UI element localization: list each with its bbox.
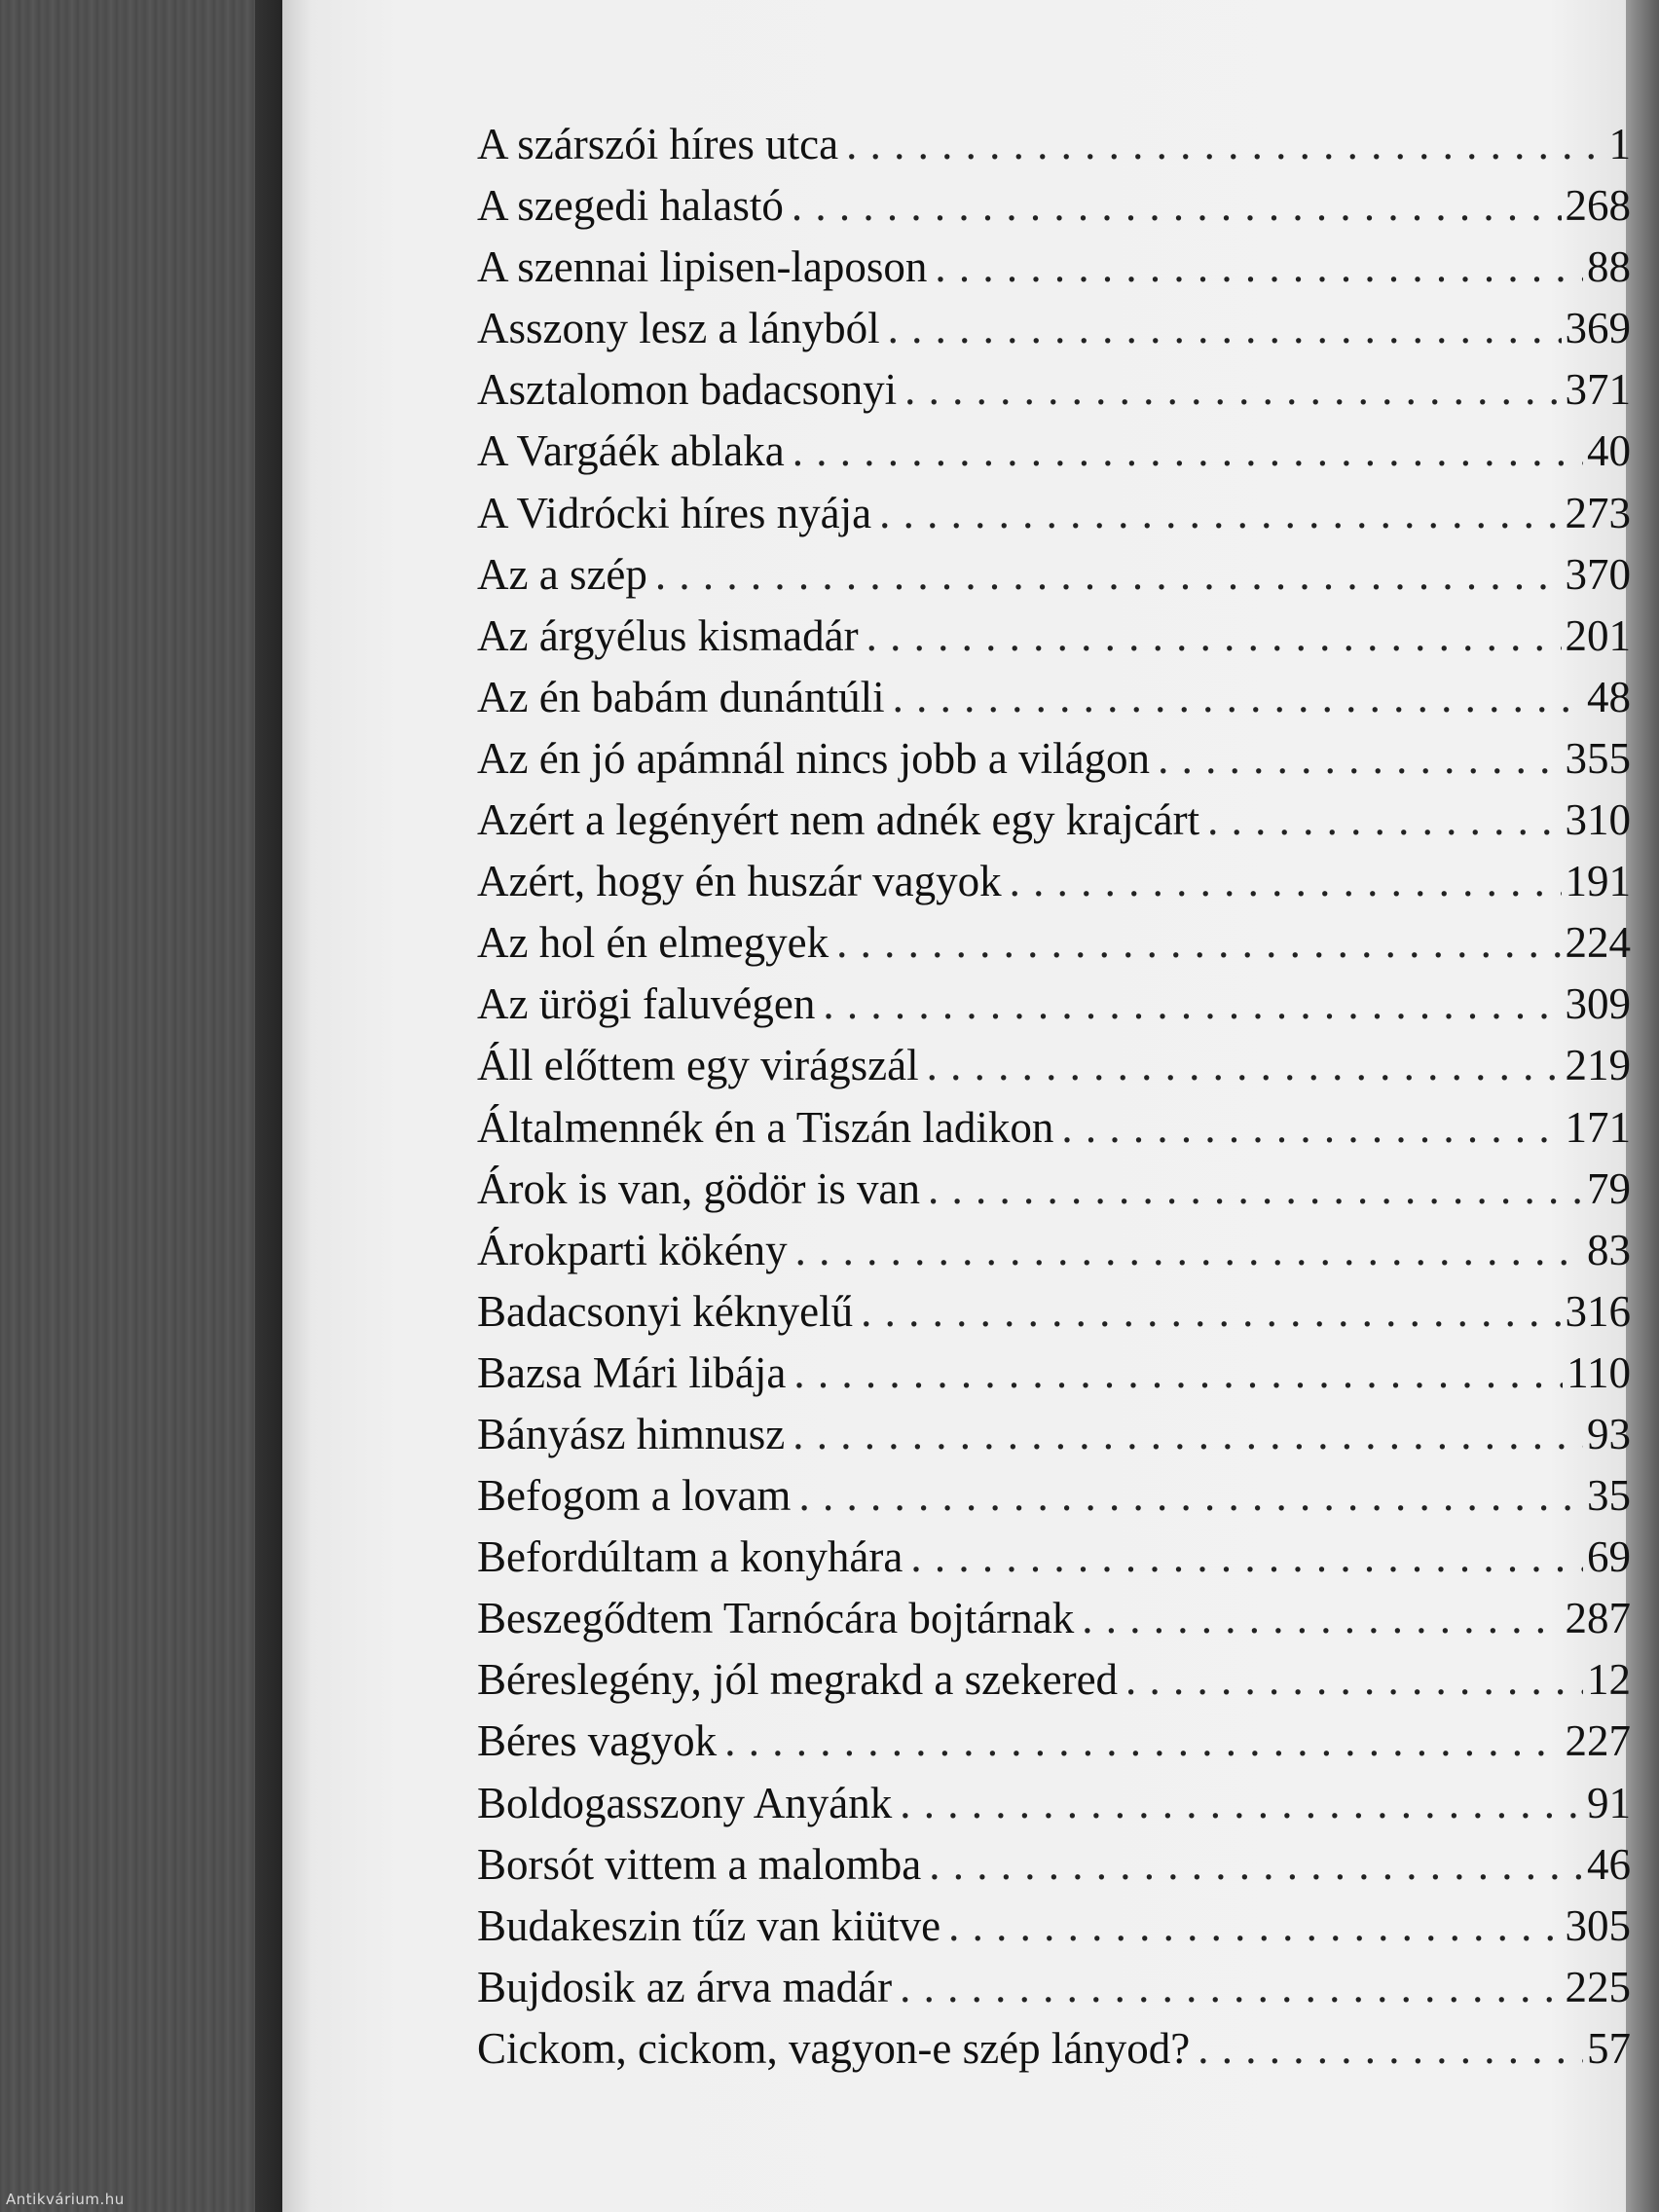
toc-entry bbox=[477, 241, 1631, 303]
toc-entry bbox=[477, 488, 1631, 549]
entry-page-number: 369 bbox=[1565, 304, 1631, 353]
toc-entry bbox=[477, 1531, 1631, 1593]
dot-leader bbox=[1061, 1102, 1561, 1153]
toc-entry bbox=[477, 1962, 1631, 2023]
toc-entry bbox=[477, 917, 1631, 978]
entry-page-number: 46 bbox=[1587, 1839, 1631, 1889]
dot-leader bbox=[724, 1715, 1561, 1766]
entry-page-number: 268 bbox=[1565, 181, 1631, 231]
entry-page-number: 273 bbox=[1565, 488, 1631, 537]
dot-leader bbox=[823, 978, 1561, 1029]
entry-page-number: 370 bbox=[1565, 549, 1631, 599]
dot-leader bbox=[900, 1962, 1561, 2012]
entry-page-number: 371 bbox=[1565, 365, 1631, 415]
entry-page-number: 227 bbox=[1565, 1716, 1631, 1766]
toc-entry bbox=[477, 549, 1631, 610]
facing-page-edge bbox=[1626, 0, 1659, 2212]
entry-title: Bányász himnusz bbox=[477, 1409, 786, 1458]
toc-entry bbox=[477, 425, 1631, 487]
entry-title: Azért, hogy én huszár vagyok bbox=[477, 857, 1002, 906]
entry-page-number: 225 bbox=[1565, 1962, 1631, 2011]
entry-title: A szegedi halastó bbox=[477, 181, 784, 231]
entry-title: Beszegődtem Tarnócára bojtárnak bbox=[477, 1594, 1075, 1643]
entry-title: Azért a legényért nem adnék egy krajcárt bbox=[477, 795, 1200, 845]
dot-leader bbox=[910, 1531, 1583, 1582]
entry-page-number: 91 bbox=[1587, 1778, 1631, 1827]
entry-page-number: 88 bbox=[1587, 242, 1631, 292]
entry-title: A szennai lipisen-laposon bbox=[477, 242, 928, 292]
dot-leader bbox=[904, 364, 1561, 415]
dot-leader bbox=[793, 425, 1583, 476]
entry-title: A Vidrócki híres nyája bbox=[477, 488, 872, 537]
toc-entry bbox=[477, 1040, 1631, 1101]
entry-page-number: 93 bbox=[1587, 1409, 1631, 1458]
dot-leader bbox=[893, 672, 1583, 722]
dot-leader bbox=[792, 180, 1562, 231]
entry-title: Az árgyélus kismadár bbox=[477, 610, 859, 660]
entry-page-number: 224 bbox=[1565, 918, 1631, 968]
dot-leader bbox=[929, 1839, 1583, 1890]
entry-page-number: 35 bbox=[1587, 1471, 1631, 1521]
entry-title: Az én jó apámnál nincs jobb a világon bbox=[477, 733, 1151, 783]
dot-leader bbox=[866, 610, 1562, 661]
entry-title: Asszony lesz a lányból bbox=[477, 304, 880, 353]
toc-entry bbox=[477, 1900, 1631, 1962]
dot-leader bbox=[1198, 2023, 1583, 2074]
entry-title: Béreslegény, jól megrakd a szekered bbox=[477, 1655, 1119, 1705]
toc-entry bbox=[477, 1347, 1631, 1409]
entry-page-number: 309 bbox=[1565, 979, 1631, 1029]
entry-page-number: 201 bbox=[1565, 610, 1631, 660]
entry-title: Befordúltam a konyhára bbox=[477, 1532, 903, 1582]
entry-title: A szárszói híres utca bbox=[477, 120, 839, 168]
entry-page-number: 40 bbox=[1587, 426, 1631, 476]
entry-title: Asztalomon badacsonyi bbox=[477, 365, 898, 415]
entry-title: Borsót vittem a malomba bbox=[477, 1839, 922, 1889]
entry-title: Cickom, cickom, vagyon-e szép lányod? bbox=[477, 2023, 1191, 2073]
dot-leader bbox=[888, 303, 1562, 353]
entry-title: Bujdosik az árva madár bbox=[477, 1962, 893, 2011]
entry-page-number: 79 bbox=[1587, 1163, 1631, 1213]
dot-leader bbox=[928, 1163, 1583, 1214]
dot-leader bbox=[655, 549, 1562, 600]
dot-leader bbox=[795, 1225, 1583, 1275]
entry-page-number: 355 bbox=[1565, 733, 1631, 783]
entry-title: Az hol én elmegyek bbox=[477, 918, 830, 968]
toc-entry bbox=[477, 1286, 1631, 1347]
toc-entry bbox=[477, 733, 1631, 794]
entry-page-number: 219 bbox=[1565, 1041, 1631, 1090]
toc-entry bbox=[477, 1839, 1631, 1900]
entry-title: Általmennék én a Tiszán ladikon bbox=[477, 1102, 1054, 1152]
table-surface bbox=[0, 0, 292, 2212]
toc-entry bbox=[477, 180, 1631, 241]
dot-leader bbox=[900, 1778, 1583, 1828]
dot-leader bbox=[793, 1409, 1583, 1459]
entry-page-number: 1 bbox=[1608, 120, 1631, 168]
dot-leader bbox=[793, 1347, 1563, 1398]
entry-page-number: 110 bbox=[1567, 1347, 1631, 1397]
dot-leader bbox=[861, 1286, 1561, 1337]
entry-title: Badacsonyi kéknyelű bbox=[477, 1286, 854, 1336]
toc-entry bbox=[477, 1225, 1631, 1286]
dot-leader bbox=[1010, 856, 1562, 906]
entry-title: Árok is van, gödör is van bbox=[477, 1163, 920, 1213]
toc-entry bbox=[477, 672, 1631, 733]
entry-title: Árokparti kökény bbox=[477, 1225, 788, 1274]
dot-leader bbox=[836, 917, 1561, 968]
dot-leader bbox=[798, 1470, 1583, 1521]
dot-leader bbox=[1158, 733, 1561, 784]
toc-entry bbox=[477, 794, 1631, 856]
entry-page-number: 83 bbox=[1587, 1225, 1631, 1274]
dot-leader bbox=[948, 1900, 1561, 1951]
toc-entry bbox=[477, 1715, 1631, 1777]
entry-page-number: 287 bbox=[1565, 1594, 1631, 1643]
toc-entry bbox=[477, 1593, 1631, 1654]
toc-entry bbox=[477, 1409, 1631, 1470]
entry-page-number: 191 bbox=[1565, 857, 1631, 906]
dot-leader bbox=[1125, 1654, 1583, 1705]
entry-title: A Vargáék ablaka bbox=[477, 426, 785, 476]
entry-page-number: 171 bbox=[1565, 1102, 1631, 1152]
watermark: Antikvárium.hu bbox=[6, 2191, 125, 2208]
dot-leader bbox=[927, 1040, 1562, 1090]
entry-page-number: 57 bbox=[1587, 2023, 1631, 2073]
toc-entry bbox=[477, 1163, 1631, 1225]
entry-page-number: 48 bbox=[1587, 672, 1631, 721]
toc-entry bbox=[477, 1470, 1631, 1531]
toc-entry bbox=[477, 119, 1631, 180]
entry-page-number: 310 bbox=[1565, 795, 1631, 845]
entry-title: Boldogasszony Anyánk bbox=[477, 1778, 893, 1827]
dot-leader bbox=[879, 488, 1561, 538]
toc-entry bbox=[477, 364, 1631, 425]
entry-title: Budakeszin tűz van kiütve bbox=[477, 1900, 941, 1950]
dot-leader bbox=[935, 241, 1583, 292]
entry-title: Bazsa Mári libája bbox=[477, 1347, 787, 1397]
toc-entry bbox=[477, 303, 1631, 364]
toc-entry bbox=[477, 856, 1631, 917]
toc-entry bbox=[477, 610, 1631, 672]
entry-title: Áll előttem egy virágszál bbox=[477, 1041, 919, 1090]
toc-entry bbox=[477, 978, 1631, 1040]
entry-title: Az ürögi faluvégen bbox=[477, 979, 816, 1029]
dot-leader bbox=[1207, 794, 1561, 845]
table-of-contents bbox=[477, 119, 1631, 2084]
toc-entry bbox=[477, 1778, 1631, 1839]
dot-leader bbox=[1082, 1593, 1561, 1643]
toc-entry bbox=[477, 1102, 1631, 1163]
entry-title: Az én babám dunántúli bbox=[477, 672, 885, 721]
entry-title: Befogom a lovam bbox=[477, 1471, 792, 1521]
dot-leader bbox=[846, 119, 1604, 169]
entry-page-number: 12 bbox=[1587, 1655, 1631, 1705]
toc-entry bbox=[477, 1654, 1631, 1715]
entry-page-number: 69 bbox=[1587, 1532, 1631, 1582]
toc-entry bbox=[477, 2023, 1631, 2084]
entry-page-number: 305 bbox=[1565, 1900, 1631, 1950]
entry-title: Béres vagyok bbox=[477, 1716, 718, 1766]
entry-title: Az a szép bbox=[477, 549, 647, 599]
entry-page-number: 316 bbox=[1565, 1286, 1631, 1336]
